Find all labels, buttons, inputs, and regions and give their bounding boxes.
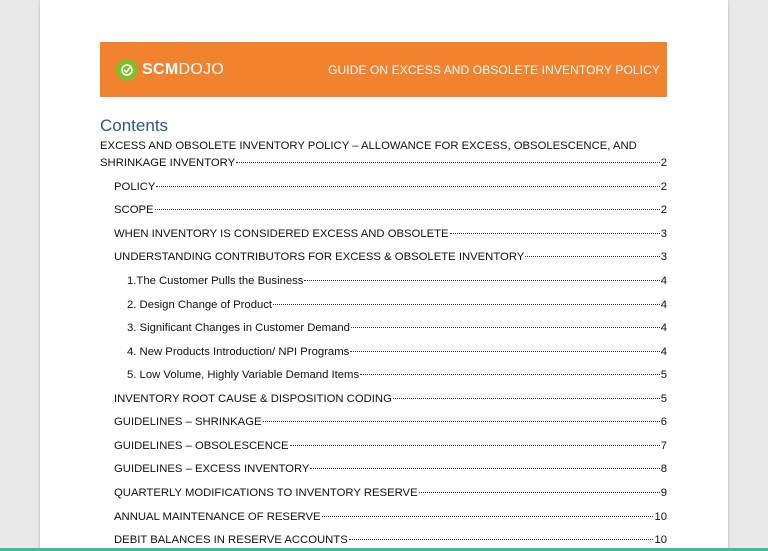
toc-dot-leader bbox=[360, 374, 660, 375]
toc-dot-leader bbox=[236, 162, 660, 163]
toc-entry-page: 10 bbox=[654, 534, 667, 546]
toc-entry-page: 2 bbox=[660, 204, 667, 216]
toc-entry-text: GUIDELINES – OBSOLESCENCE bbox=[114, 440, 289, 452]
toc-entry-page: 3 bbox=[660, 251, 667, 263]
toc-entry[interactable] bbox=[127, 275, 667, 291]
toc-entry-text: GUIDELINES – EXCESS INVENTORY bbox=[114, 463, 310, 475]
toc-dot-leader bbox=[351, 327, 660, 328]
logo-text: SCMDOJO bbox=[142, 61, 225, 78]
toc-dot-leader bbox=[273, 304, 660, 305]
toc-entry[interactable] bbox=[114, 251, 667, 267]
toc-dot-leader bbox=[525, 256, 659, 257]
toc-dot-leader bbox=[290, 445, 660, 446]
toc-entry-page: 9 bbox=[660, 487, 667, 499]
toc-entry[interactable] bbox=[127, 346, 667, 362]
toc-entry-page: 5 bbox=[660, 393, 667, 405]
toc-entry-page: 2 bbox=[660, 157, 667, 169]
toc-entry-text: 2. Design Change of Product bbox=[127, 299, 273, 311]
toc-dot-leader bbox=[304, 280, 659, 281]
toc-entry-text: DEBIT BALANCES IN RESERVE ACCOUNTS bbox=[114, 534, 348, 546]
document-page bbox=[40, 0, 728, 551]
toc-entry-text: WHEN INVENTORY IS CONSIDERED EXCESS AND OBSOLETE bbox=[114, 228, 449, 240]
toc-entry-text: 4. New Products Introduction/ NPI Programs bbox=[127, 346, 350, 358]
header-title: GUIDE ON EXCESS AND OBSOLETE INVENTORY POLICY bbox=[328, 63, 660, 77]
toc-entry-page: 10 bbox=[654, 511, 667, 523]
scmdojo-logo bbox=[116, 58, 224, 82]
toc-dot-leader bbox=[322, 516, 654, 517]
toc-entry[interactable] bbox=[127, 369, 667, 385]
toc-entry-page: 5 bbox=[660, 369, 667, 381]
toc-entry[interactable] bbox=[127, 299, 667, 315]
toc-entry-page: 2 bbox=[660, 181, 667, 193]
toc-dot-leader bbox=[155, 209, 660, 210]
toc-entry-text: POLICY bbox=[114, 181, 156, 193]
toc-entry-page: 6 bbox=[660, 416, 667, 428]
toc-dot-leader bbox=[350, 351, 659, 352]
toc-dot-leader bbox=[349, 539, 654, 540]
toc-entry-page: 8 bbox=[660, 463, 667, 475]
toc-entry-text: 1.The Customer Pulls the Business bbox=[127, 275, 304, 287]
toc-entry-page: 4 bbox=[660, 322, 667, 334]
toc-entry-text: QUARTERLY MODIFICATIONS TO INVENTORY RESERVE bbox=[114, 487, 418, 499]
toc-entry-page: 4 bbox=[660, 346, 667, 358]
toc-entry[interactable] bbox=[114, 416, 667, 432]
toc-entry-page: 3 bbox=[660, 228, 667, 240]
contents-heading: Contents bbox=[100, 116, 169, 135]
toc-entry[interactable] bbox=[114, 228, 667, 244]
toc-dot-leader bbox=[393, 398, 660, 399]
toc-entry-text: UNDERSTANDING CONTRIBUTORS FOR EXCESS & OBSOLETE INVENTORY bbox=[114, 251, 525, 263]
toc-dot-leader bbox=[263, 421, 660, 422]
toc-entry-page: 4 bbox=[660, 299, 667, 311]
toc-dot-leader bbox=[450, 233, 660, 234]
toc-entry-text: SCOPE bbox=[114, 204, 154, 216]
toc-entry-text: 5. Low Volume, Highly Variable Demand Items bbox=[127, 369, 360, 381]
toc-entry-text: SHRINKAGE INVENTORY bbox=[100, 157, 236, 169]
toc-entry[interactable] bbox=[114, 487, 667, 503]
toc-entry-text: INVENTORY ROOT CAUSE & DISPOSITION CODING bbox=[114, 393, 392, 405]
toc-entry-first[interactable] bbox=[100, 157, 667, 173]
toc-entry[interactable] bbox=[114, 393, 667, 409]
toc-entry[interactable] bbox=[114, 463, 667, 479]
header-banner bbox=[100, 42, 667, 97]
toc-entry-page: 4 bbox=[660, 275, 667, 287]
toc-entry-text: ANNUAL MAINTENANCE OF RESERVE bbox=[114, 511, 321, 523]
toc-entry-text: 3. Significant Changes in Customer Demand bbox=[127, 322, 350, 334]
toc-dot-leader bbox=[310, 468, 659, 469]
toc-entry-line1[interactable]: EXCESS AND OBSOLETE INVENTORY POLICY – ALLOWANCE FOR EXCESS, OBSOLESCENCE, AND bbox=[100, 140, 637, 152]
toc-entry[interactable] bbox=[114, 204, 667, 220]
toc-entry[interactable] bbox=[127, 322, 667, 338]
toc-entry-page: 7 bbox=[660, 440, 667, 452]
toc-entry-text: GUIDELINES – SHRINKAGE bbox=[114, 416, 262, 428]
toc-entry[interactable] bbox=[114, 511, 667, 527]
toc-dot-leader bbox=[419, 492, 660, 493]
logo-icon bbox=[116, 59, 138, 81]
toc-entry[interactable] bbox=[114, 181, 667, 197]
toc-entry[interactable] bbox=[114, 440, 667, 456]
toc-dot-leader bbox=[156, 186, 659, 187]
